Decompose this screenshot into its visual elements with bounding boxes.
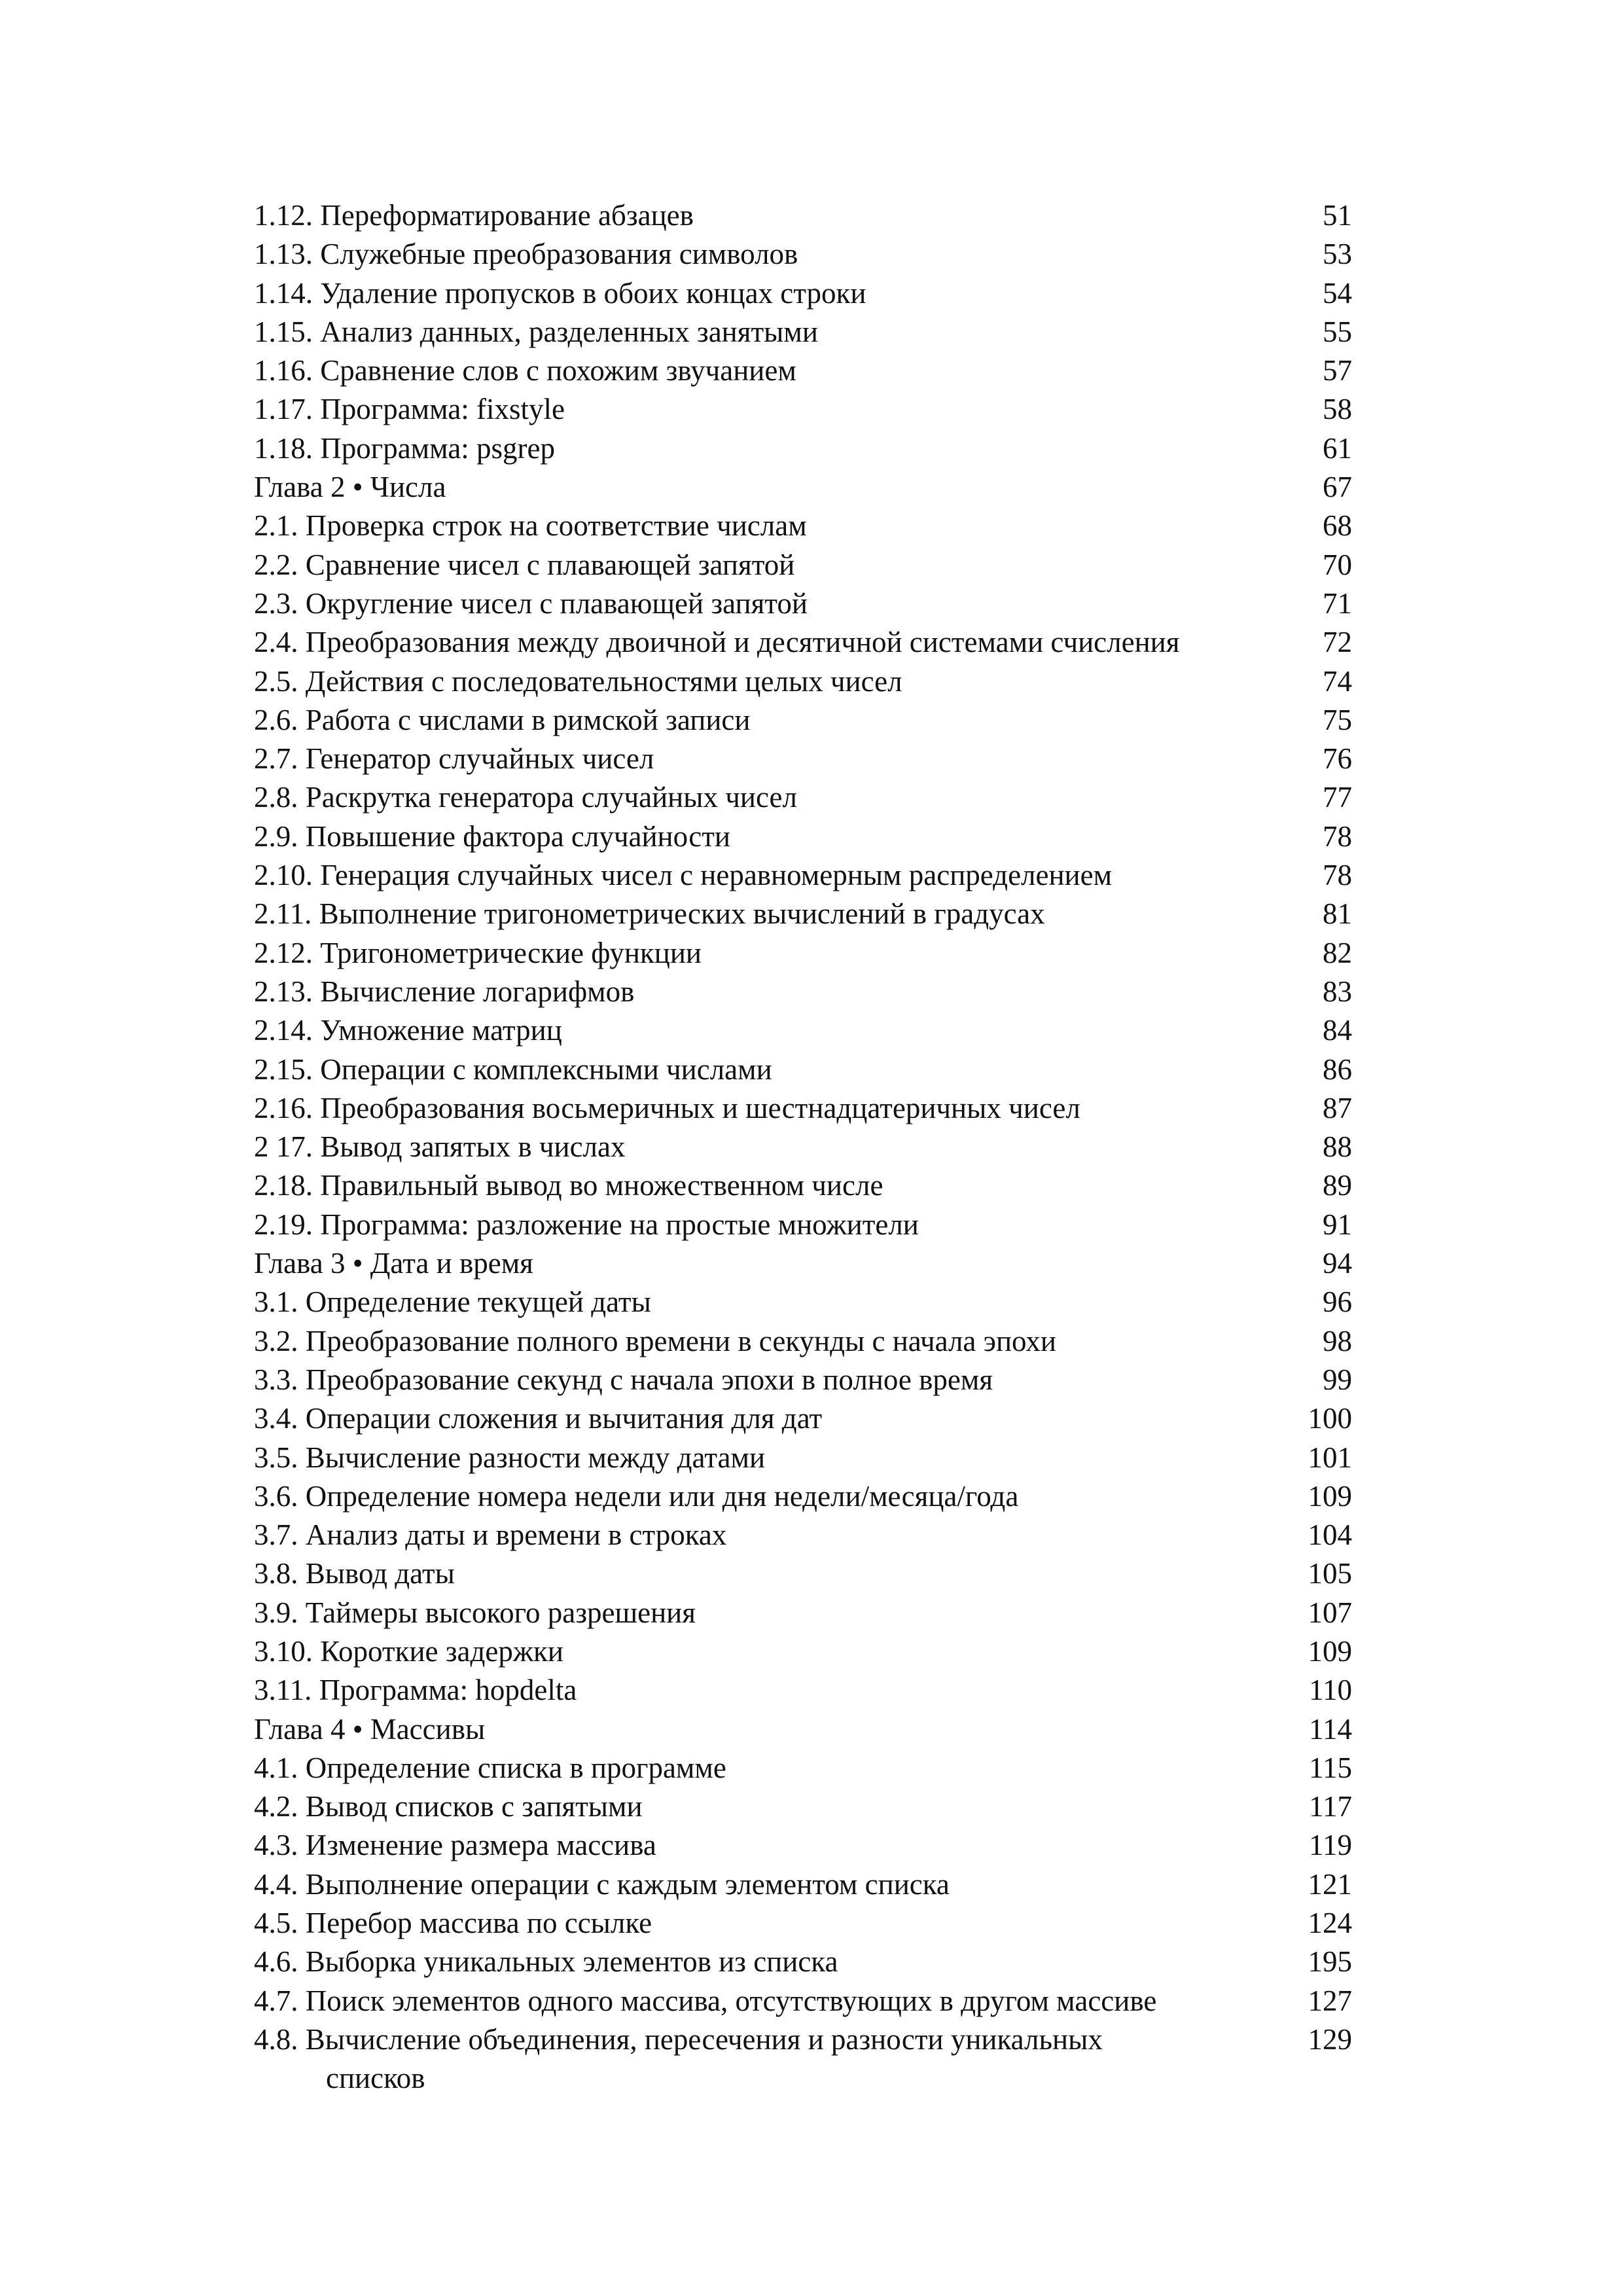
toc-entry[interactable] [254,1516,1380,1554]
toc-entry-page: 96 [1323,1285,1352,1319]
toc-entry[interactable] [254,2020,1380,2098]
toc-entry-title: 2 17. Вывод запятых в числах [254,1130,626,1164]
toc-entry-title: Глава 3 • Дата и время [254,1247,533,1280]
toc-entry-page: 100 [1308,1402,1352,1435]
toc-entry[interactable] [254,1904,1380,1943]
toc-entry[interactable] [254,1865,1380,1904]
toc-entry-page: 121 [1308,1867,1352,1901]
toc-entry-title: 2.13. Вычисление логарифмов [254,975,635,1008]
toc-entry-title: 4.5. Перебор массива по ссылке [254,1907,652,1940]
toc-entry-page: 105 [1308,1557,1352,1590]
toc-entry-title: 2.19. Программа: разложение на простые множители [254,1208,919,1241]
toc-entry-page: 55 [1323,315,1352,348]
toc-entry[interactable] [254,623,1380,662]
toc-entry[interactable] [254,1943,1380,1981]
toc-entry-title: 3.7. Анализ даты и времени в строках [254,1518,727,1552]
toc-entry[interactable] [254,429,1380,468]
toc-entry[interactable] [254,1089,1380,1128]
toc-entry-page: 78 [1323,859,1352,892]
toc-entry[interactable] [254,934,1380,973]
toc-entry-page: 114 [1309,1712,1352,1746]
toc-entry-page: 110 [1309,1674,1352,1707]
toc-entry-title: 2.4. Преобразования между двоичной и десятичной системами счисления [254,626,1180,659]
toc-entry-title: 4.2. Вывод списков с запятыми [254,1790,643,1823]
toc-entry-page: 67 [1323,471,1352,504]
toc-entry-page: 101 [1308,1441,1352,1474]
toc-entry[interactable] [254,1554,1380,1593]
toc-entry-title: Глава 4 • Массивы [254,1712,486,1746]
toc-entry-page: 78 [1323,819,1352,853]
toc-entry[interactable] [254,1632,1380,1671]
toc-entry[interactable] [254,856,1380,895]
toc-entry-title: 1.16. Сравнение слов с похожим звучанием [254,354,796,387]
toc-entry-title: 4.1. Определение списка в программе [254,1751,726,1784]
toc-entry-page: 115 [1309,1751,1352,1784]
toc-entry[interactable] [254,1128,1380,1166]
toc-entry-page: 72 [1323,626,1352,659]
toc-entry-title: 4.8. Вычисление объединения, пересечения и разности уникальных [254,2022,1103,2056]
toc-entry-page: 82 [1323,936,1352,969]
toc-entry-title: 4.6. Выборка уникальных элементов из списка [254,1945,838,1979]
toc-entry[interactable] [254,1826,1380,1865]
toc-entry[interactable] [254,235,1380,274]
toc-entry[interactable] [254,1206,1380,1244]
toc-entry-page: 53 [1323,238,1352,271]
toc-chapter-heading[interactable] [254,468,1380,507]
toc-entry-title: 2.18. Правильный вывод во множественном числе [254,1169,883,1202]
toc-entry[interactable] [254,817,1380,856]
toc-entry[interactable] [254,1787,1380,1826]
toc-entry-page: 107 [1308,1596,1352,1629]
toc-entry-title: 3.6. Определение номера недели или дня недели/месяца/года [254,1479,1019,1513]
toc-entry-title: 2.5. Действия с последовательностями целых чисел [254,664,902,698]
toc-entry[interactable] [254,584,1380,623]
toc-entry-page: 94 [1323,1247,1352,1280]
toc-entry-page: 70 [1323,548,1352,581]
table-of-contents [254,196,1380,2098]
toc-entry[interactable] [254,1361,1380,1399]
toc-entry-title: 2.9. Повышение фактора случайности [254,819,730,853]
toc-entry-title: 2.8. Раскрутка генератора случайных чисел [254,781,797,814]
toc-entry[interactable] [254,313,1380,351]
toc-entry-title: 1.14. Удаление пропусков в обоих концах строки [254,276,866,310]
toc-entry-page: 74 [1323,664,1352,698]
toc-entry[interactable] [254,1477,1380,1516]
toc-entry-page: 84 [1323,1014,1352,1047]
toc-entry-title: 3.8. Вывод даты [254,1557,455,1590]
toc-entry-page: 104 [1308,1518,1352,1552]
toc-entry-page: 86 [1323,1052,1352,1086]
toc-entry-page: 68 [1323,509,1352,543]
toc-entry-title: 2.1. Проверка строк на соответствие числам [254,509,807,543]
toc-entry-title: 3.5. Вычисление разности между датами [254,1441,766,1474]
toc-entry-title: 1.17. Программа: fixstyle [254,393,565,426]
toc-entry-page: 99 [1323,1363,1352,1396]
toc-entry[interactable] [254,662,1380,701]
toc-entry[interactable] [254,778,1380,817]
toc-entry[interactable] [254,1671,1380,1710]
toc-entry-page: 117 [1309,1790,1352,1823]
toc-entry-title: 4.4. Выполнение операции с каждым элементом списка [254,1867,950,1901]
toc-entry-title: 1.12. Переформатирование абзацев [254,199,694,232]
toc-entry-title: 4.3. Изменение размера массива [254,1829,656,1862]
toc-entry-page: 195 [1308,1945,1352,1979]
toc-entry-title: 3.9. Таймеры высокого разрешения [254,1596,696,1629]
toc-entry-page: 61 [1323,431,1352,465]
toc-entry[interactable] [254,1283,1380,1321]
toc-entry-page: 91 [1323,1208,1352,1241]
toc-entry-page: 77 [1323,781,1352,814]
toc-entry-title: 2.14. Умножение матриц [254,1014,562,1047]
toc-entry[interactable] [254,1439,1380,1477]
toc-entry-title: 1.13. Служебные преобразования символов [254,238,798,271]
toc-entry-page: 57 [1323,354,1352,387]
toc-entry-title: 2.16. Преобразования восьмеричных и шестнадцатеричных чисел [254,1091,1080,1124]
toc-entry[interactable] [254,740,1380,778]
toc-entry-page: 83 [1323,975,1352,1008]
toc-entry[interactable] [254,507,1380,545]
toc-entry[interactable] [254,546,1380,584]
toc-entry-title: 3.1. Определение текущей даты [254,1285,651,1319]
toc-entry-page: 76 [1323,742,1352,776]
toc-entry-title: 3.11. Программа: hopdelta [254,1674,577,1707]
toc-entry[interactable] [254,196,1380,235]
toc-entry[interactable] [254,351,1380,390]
toc-entry[interactable] [254,390,1380,429]
toc-entry-title: 1.15. Анализ данных, разделенных занятыми [254,315,818,348]
toc-entry-page: 109 [1308,1634,1352,1668]
toc-entry[interactable] [254,973,1380,1011]
toc-entry-title-continuation: списков [326,2062,425,2095]
toc-entry-title: 2.7. Генератор случайных чисел [254,742,654,776]
toc-entry[interactable] [254,1166,1380,1205]
toc-entry-page: 54 [1323,276,1352,310]
toc-entry[interactable] [254,274,1380,313]
toc-entry-title: 2.11. Выполнение тригонометрических вычислений в градусах [254,897,1045,931]
toc-entry-page: 81 [1323,897,1352,931]
toc-entry-title: Глава 2 • Числа [254,471,446,504]
toc-entry-title: 3.10. Короткие задержки [254,1634,563,1668]
toc-chapter-heading[interactable] [254,1710,1380,1749]
toc-entry-page: 71 [1323,586,1352,620]
toc-entry-title: 2.10. Генерация случайных чисел с неравномерным распределением [254,859,1113,892]
toc-entry-page: 124 [1308,1907,1352,1940]
toc-entry[interactable] [254,1322,1380,1361]
toc-entry-title: 2.3. Округление чисел с плавающей запятой [254,586,808,620]
toc-entry-page: 87 [1323,1091,1352,1124]
toc-entry[interactable] [254,895,1380,933]
toc-chapter-heading[interactable] [254,1244,1380,1283]
toc-entry-title-block [254,2020,1249,2098]
toc-entry-title: 2.15. Операции с комплексными числами [254,1052,772,1086]
toc-entry[interactable] [254,1050,1380,1089]
toc-entry-page: 88 [1323,1130,1352,1164]
toc-entry-page: 109 [1308,1479,1352,1513]
toc-entry-title: 2.2. Сравнение чисел с плавающей запятой [254,548,795,581]
toc-entry-page: 51 [1323,199,1352,232]
toc-entry-title: 1.18. Программа: psgrep [254,431,556,465]
toc-entry-title: 3.2. Преобразование полного времени в секунды с начала эпохи [254,1324,1057,1357]
toc-entry[interactable] [254,1594,1380,1632]
toc-entry-page: 98 [1323,1324,1352,1357]
toc-entry-title: 2.12. Тригонометрические функции [254,936,702,969]
toc-entry[interactable] [254,1749,1380,1787]
toc-entry-title: 2.6. Работа с числами в римской записи [254,703,751,736]
toc-entry-page: 89 [1323,1169,1352,1202]
toc-entry[interactable] [254,1011,1380,1050]
toc-entry[interactable] [254,1399,1380,1438]
toc-entry[interactable] [254,701,1380,740]
toc-entry-page: 127 [1308,1984,1352,2017]
toc-entry[interactable] [254,1982,1380,2020]
toc-entry-title: 3.4. Операции сложения и вычитания для дат [254,1402,823,1435]
toc-entry-title: 3.3. Преобразование секунд с начала эпохи в полное время [254,1363,993,1396]
toc-entry-page: 75 [1323,703,1352,736]
toc-entry-page: 129 [1308,2022,1352,2056]
toc-entry-title: 4.7. Поиск элементов одного массива, отсутствующих в другом массиве [254,1984,1157,2017]
toc-entry-page: 119 [1309,1829,1352,1862]
toc-entry-page: 58 [1323,393,1352,426]
